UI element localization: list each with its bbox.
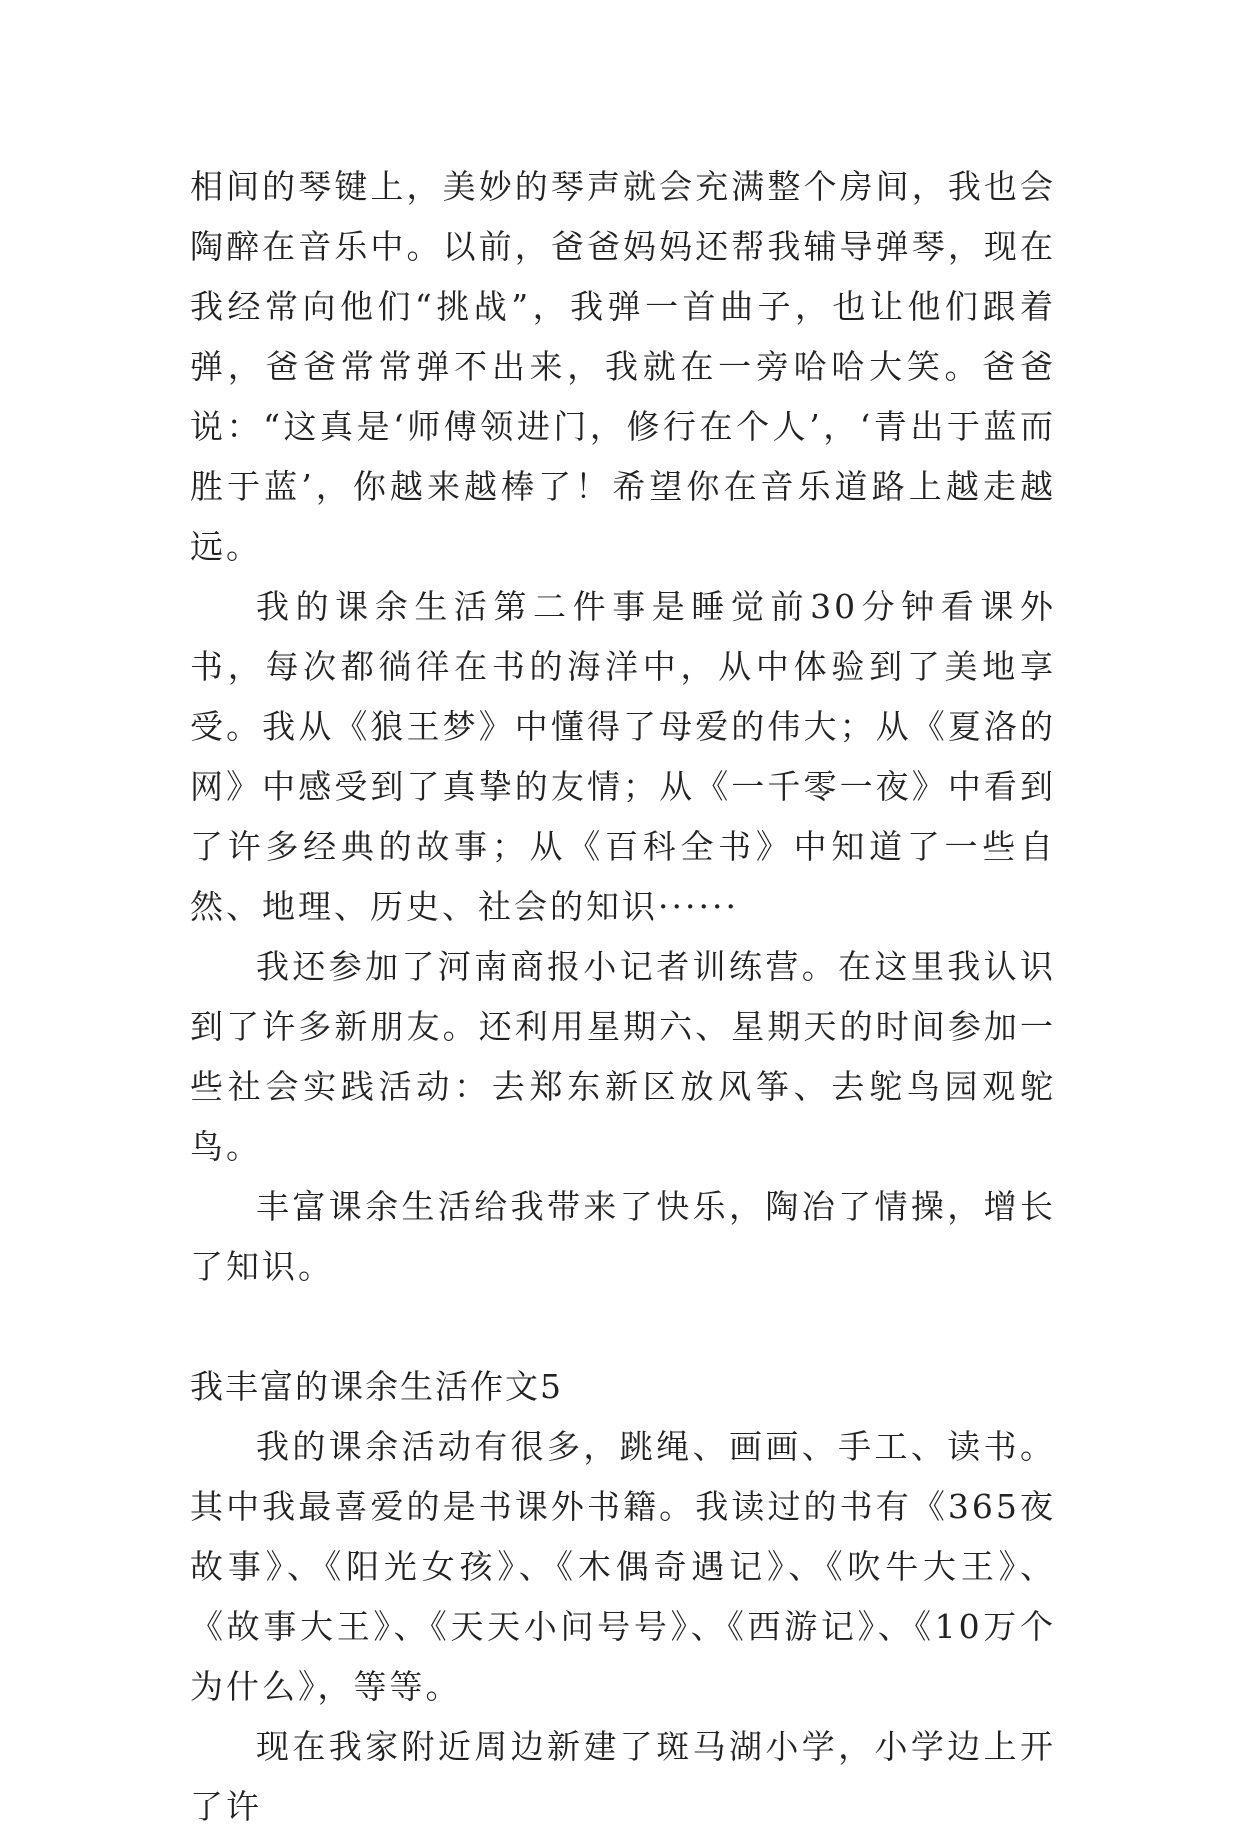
paragraph-reporter-camp: 我还参加了河南商报小记者训练营。在这里我认识到了许多新朋友。还利用星期六、星期天的时间参加一些社会实践活动：去郑东新区放风筝、去鸵鸟园观鸵鸟。 [190, 947, 1056, 1166]
paragraph-activities: 我的课余活动有很多，跳绳、画画、手工、读书。其中我最喜爱的是书课外书籍。我读过的书有《365夜故事》、《阳光女孩》、《木偶奇遇记》、《吹牛大王》、《故事大王》、《天天小问号号》、《西游记》、《10万个为什么》，等等。 [190, 1427, 1056, 1706]
document-body [190, 157, 1056, 1837]
paragraph-reading: 我的课余生活第二件事是睡觉前30分钟看课外书，每次都徜徉在书的海洋中，从中体验到了美地享受。我从《狼王梦》中懂得了母爱的伟大；从《夏洛的网》中感受到了真挚的友情；从《一千零一夜》中看到了许多经典的故事；从《百科全书》中知道了一些自然、地理、历史、社会的知识······ [190, 587, 1056, 926]
paragraph-school: 现在我家附近周边新建了斑马湖小学，小学边上开了许 [190, 1727, 1056, 1826]
paragraph-piano: 相间的琴键上，美妙的琴声就会充满整个房间，我也会陶醉在音乐中。以前，爸爸妈妈还帮我辅导弹琴，现在我经常向他们“挑战”，我弹一首曲子，也让他们跟着弹，爸爸常常弹不出来，我就在一旁哈哈大笑。爸爸说：“这真是‘师傅领进门，修行在个人’，‘青出于蓝而胜于蓝’，你越来越棒了！希望你在音乐道路上越走越远。 [190, 167, 1056, 566]
section-title: 我丰富的课余生活作文5 [190, 1367, 563, 1406]
paragraph-conclusion: 丰富课余生活给我带来了快乐，陶冶了情操，增长了知识。 [190, 1187, 1056, 1286]
